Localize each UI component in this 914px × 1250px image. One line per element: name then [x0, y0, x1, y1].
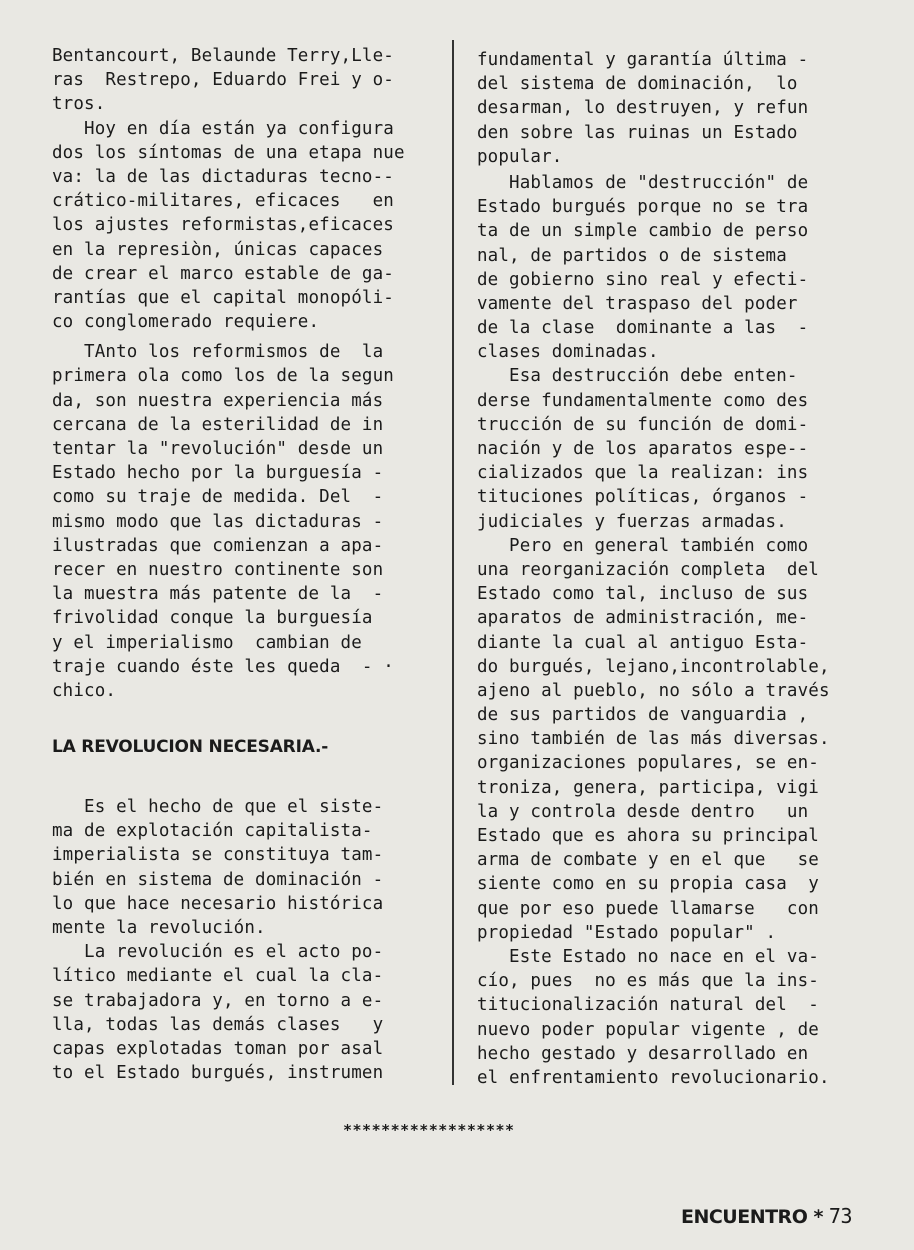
- text-line: de crear el marco estable de ga-: [52, 263, 394, 284]
- text-line: lítico mediante el cual la cla-: [52, 966, 384, 987]
- text-line: fundamental y garantía última -: [477, 50, 809, 70]
- text-line: Pero en general también como: [477, 535, 809, 556]
- text-line: rantías que el capital monopóli-: [52, 287, 394, 308]
- text-line: derse fundamentalmente como des: [477, 390, 809, 411]
- text-line: va: la de las dictaduras tecno--: [52, 166, 394, 187]
- left-paragraph-5: [52, 940, 442, 1085]
- text-line: cercana de la esterilidad de in: [52, 414, 384, 435]
- text-line: la muestra más patente de la -: [52, 584, 384, 605]
- right-column: [477, 48, 877, 1090]
- text-line: imperialista se constituya tam-: [52, 845, 384, 866]
- text-line: lo que hace necesario histórica: [52, 893, 384, 914]
- text-line: una reorganización completa del: [477, 559, 819, 580]
- text-line: co conglomerado requiere.: [52, 312, 320, 333]
- magazine-name: ENCUENTRO *: [680, 1206, 823, 1228]
- text-line: judiciales y fuerzas armadas.: [477, 511, 787, 532]
- section-separator: ******************: [343, 1121, 515, 1139]
- text-line: bién en sistema de dominación -: [52, 869, 384, 890]
- page-number: 73: [828, 1204, 852, 1228]
- text-line: Esa destrucción debe enten-: [477, 366, 798, 387]
- text-line: recer en nuestro continente son: [52, 559, 384, 580]
- text-line: Este Estado no nace en el va-: [477, 946, 819, 967]
- text-line: vamente del traspaso del poder: [477, 293, 798, 314]
- left-paragraph-1: [52, 44, 442, 117]
- text-line: aparatos de administración, me-: [477, 608, 809, 629]
- text-line: que por eso puede llamarse con: [477, 898, 819, 919]
- text-line: desarman, lo destruyen, y refun: [477, 98, 809, 119]
- text-line: nación y de los aparatos espe--: [477, 439, 809, 459]
- right-paragraph-1: [477, 48, 877, 169]
- right-paragraph-3: [477, 364, 877, 533]
- text-line: nal, de partidos o de sistema: [477, 245, 787, 266]
- text-line: propiedad "Estado popular" .: [477, 922, 777, 943]
- text-line: chico.: [52, 680, 117, 701]
- text-line: sino también de las más diversas.: [477, 729, 830, 750]
- text-line: La revolución es el acto po-: [52, 942, 384, 963]
- left-column: [52, 44, 442, 1085]
- text-line: capas explotadas toman por asal: [52, 1038, 384, 1059]
- text-line: ma de explotación capitalista-: [52, 821, 373, 842]
- page-footer: [657, 1182, 853, 1250]
- text-line: ta de un simple cambio de perso: [477, 221, 809, 242]
- text-line: se trabajadora y, en torno a e-: [52, 990, 384, 1011]
- text-line: ajeno al pueblo, no sólo a través: [477, 680, 830, 701]
- text-line: como su traje de medida. Del -: [52, 487, 384, 508]
- text-line: siente como en su propia casa y: [477, 874, 819, 895]
- text-line: cío, pues no es más que la ins-: [477, 971, 819, 992]
- text-line: organizaciones populares, se en-: [477, 753, 819, 774]
- text-line: diante la cual al antiguo Esta-: [477, 632, 809, 653]
- right-paragraph-5: [477, 945, 877, 1090]
- text-line: TAnto los reformismos de la: [52, 342, 384, 363]
- text-line: dos los síntomas de una etapa nue: [52, 142, 405, 163]
- text-line: en la represiòn, únicas capaces: [52, 239, 384, 260]
- text-line: hecho gestado y desarrollado en: [477, 1043, 809, 1064]
- text-line: nuevo poder popular vigente , de: [477, 1019, 819, 1040]
- text-line: Es el hecho de que el siste-: [52, 797, 384, 818]
- text-line: titucionalización natural del -: [477, 995, 819, 1016]
- text-line: arma de combate y en el que se: [477, 850, 819, 871]
- text-line: Estado burgués porque no se tra: [477, 197, 809, 218]
- text-line: tros.: [52, 94, 106, 115]
- text-line: Estado hecho por la burguesía -: [52, 463, 384, 484]
- text-line: mismo modo que las dictaduras -: [52, 511, 384, 532]
- text-line: trucción de su función de domi-: [477, 414, 809, 435]
- text-line: Bentancourt, Belaunde Terry,Lle-: [52, 46, 394, 66]
- text-line: de sus partidos de vanguardia ,: [477, 705, 809, 726]
- right-paragraph-4: [477, 534, 877, 945]
- text-line: crático-militares, eficaces en: [52, 191, 394, 212]
- text-line: primera ola como los de la segun: [52, 366, 394, 387]
- text-line: Hoy en día están ya configura: [52, 118, 394, 139]
- text-line: los ajustes reformistas,eficaces: [52, 215, 394, 236]
- text-line: ras Restrepo, Eduardo Frei y o-: [52, 70, 394, 91]
- text-line: clases dominadas.: [477, 342, 659, 363]
- text-line: da, son nuestra experiencia más: [52, 390, 384, 411]
- text-line: traje cuando éste les queda - ·: [52, 656, 394, 677]
- text-line: do burgués, lejano,incontrolable,: [477, 656, 830, 677]
- text-line: to el Estado burgués, instrumen: [52, 1063, 384, 1084]
- text-line: lla, todas las demás clases y: [52, 1014, 384, 1035]
- text-line: tituciones políticas, órganos -: [477, 487, 809, 508]
- text-line: troniza, genera, participa, vigi: [477, 777, 819, 798]
- text-line: Estado que es ahora su principal: [477, 826, 819, 846]
- text-line: de gobierno sino real y efecti-: [477, 269, 809, 290]
- text-line: Estado como tal, incluso de sus: [477, 584, 809, 605]
- column-divider: [452, 40, 454, 1085]
- text-line: tentar la "revolución" desde un: [52, 439, 384, 459]
- left-paragraph-4: [52, 795, 442, 940]
- text-line: Hablamos de "destrucción" de: [477, 172, 809, 193]
- left-paragraph-2: [52, 117, 442, 335]
- text-line: den sobre las ruinas un Estado: [477, 122, 798, 143]
- text-line: mente la revolución.: [52, 918, 266, 938]
- text-line: ilustradas que comienzan a apa-: [52, 535, 384, 556]
- text-line: cializados que la realizan: ins: [477, 463, 809, 484]
- text-line: de la clase dominante a las -: [477, 318, 809, 339]
- text-line: y el imperialismo cambian de: [52, 632, 362, 653]
- text-line: del sistema de dominación, lo: [477, 74, 798, 95]
- text-line: la y controla desde dentro un: [477, 801, 809, 822]
- right-paragraph-2: [477, 171, 877, 365]
- text-line: frivolidad conque la burguesía: [52, 608, 373, 629]
- left-paragraph-3: [52, 340, 442, 703]
- text-line: popular.: [477, 146, 563, 167]
- text-line: el enfrentamiento revolucionario.: [477, 1067, 830, 1088]
- section-heading: LA REVOLUCION NECESARIA.-: [52, 737, 329, 758]
